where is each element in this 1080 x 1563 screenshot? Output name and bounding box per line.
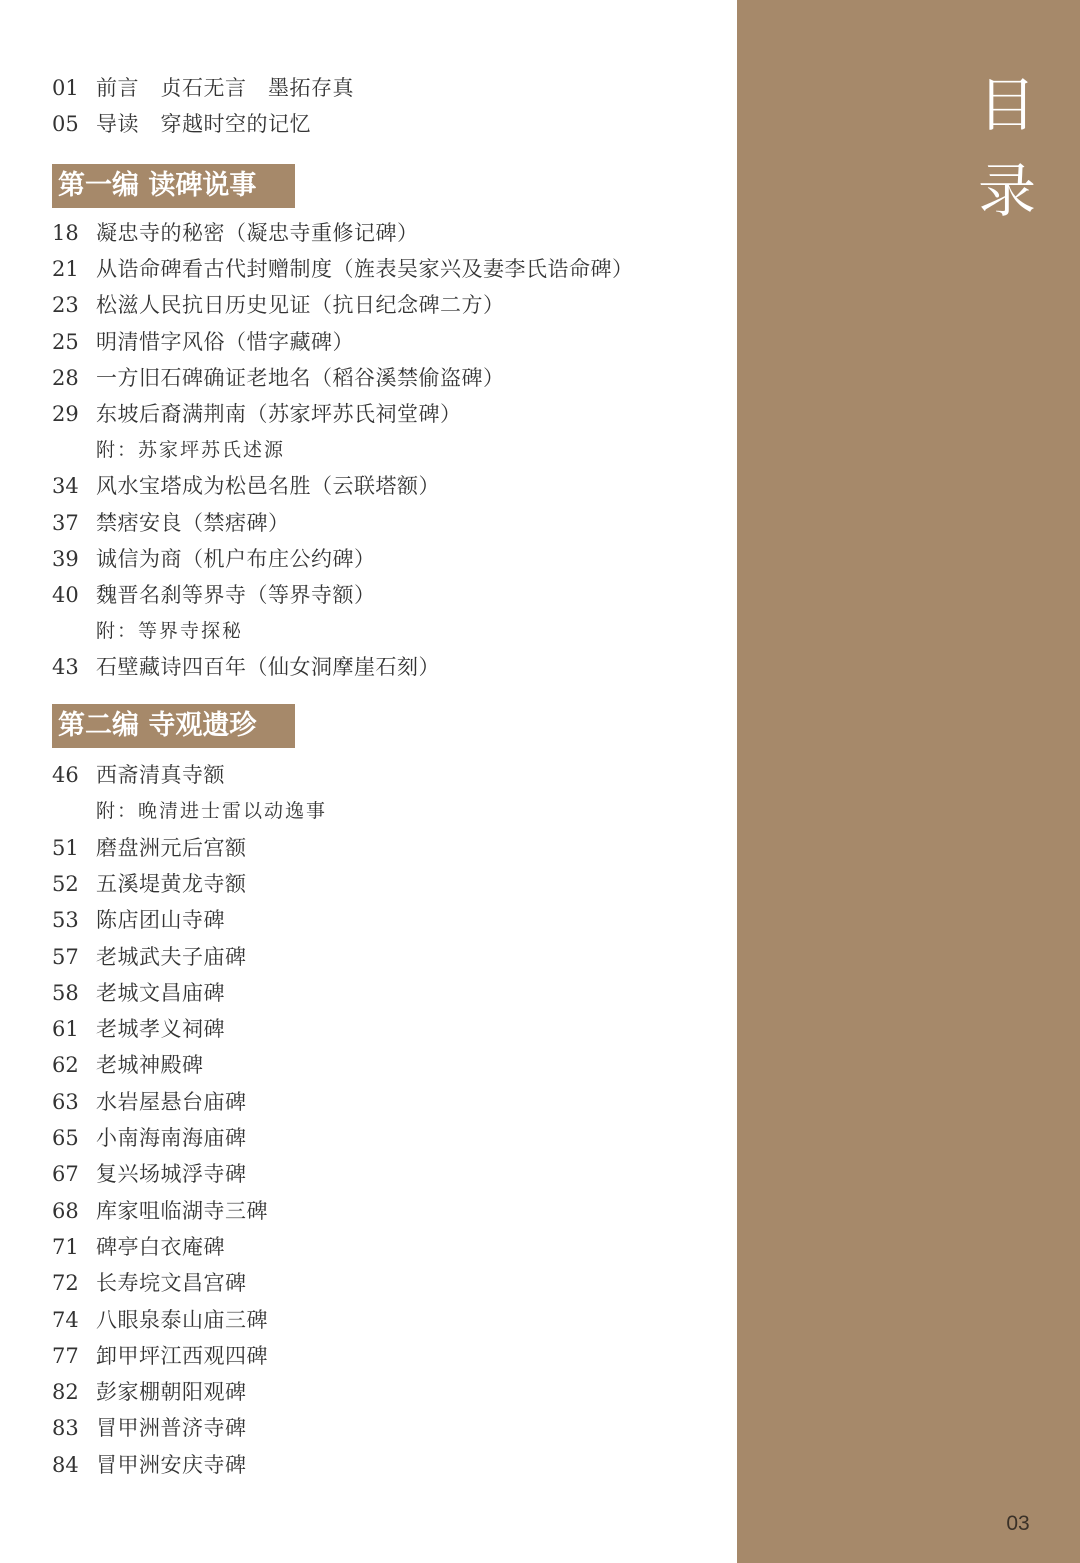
toc-entry[interactable] [52,1011,225,1047]
toc-entry[interactable] [52,577,376,613]
toc-entry-title: 石壁藏诗四百年（仙女洞摩崖石刻） [96,655,440,680]
toc-entry[interactable] [52,468,440,504]
toc-entry-title: 小南海南海庙碑 [96,1126,247,1150]
section-banner-1: 第一编 读碑说事 [52,164,295,208]
toc-page-number: 28 [52,365,79,390]
toc-entry[interactable] [52,1302,268,1338]
toc-entry[interactable] [52,830,247,866]
toc-page-number: 71 [52,1234,79,1259]
toc-entry-title: 从诰命碑看古代封赠制度（旌表吴家兴及妻李氏诰命碑） [96,257,634,282]
toc-page-number: 23 [52,293,79,318]
toc-page-number: 74 [52,1307,79,1332]
toc-entry[interactable] [52,541,376,577]
toc-page-number: 84 [52,1452,79,1477]
toc-page-number: 39 [52,546,79,571]
toc-entry-title: 一方旧石碑确证老地名（稻谷溪禁偷盗碑） [96,365,505,390]
toc-title [962,62,1052,234]
toc-entry-title: 复兴场城浮寺碑 [96,1162,247,1187]
toc-entry-title: 长寿垸文昌宫碑 [96,1271,247,1296]
toc-page-number: 01 [52,76,79,100]
toc-entry-title: 库家咀临湖寺三碑 [96,1198,268,1223]
toc-page-number: 40 [52,583,79,607]
toc-entry[interactable] [52,106,311,142]
toc-page-number: 77 [52,1343,79,1368]
toc-entry[interactable] [52,649,440,685]
toc-appendix-note[interactable]: 附：等界寺探秘 [96,620,244,643]
toc-entry-title: 凝忠寺的秘密（凝忠寺重修记碑） [96,221,419,245]
toc-page-number: 05 [52,112,79,136]
toc-entry-title: 老城孝义祠碑 [96,1017,225,1042]
toc-entry[interactable] [52,251,634,287]
toc-page-number: 29 [52,402,79,426]
toc-page-number: 18 [52,221,79,245]
toc-entry-title: 水岩屋悬台庙碑 [96,1089,247,1114]
toc-entry[interactable] [52,1229,225,1265]
toc-entry[interactable] [52,1374,247,1410]
toc-entry-title: 东坡后裔满荆南（苏家坪苏氏祠堂碑） [96,402,462,426]
toc-page-number: 72 [52,1271,79,1296]
toc-entry-title: 老城神殿碑 [96,1053,204,1078]
toc-page-number: 52 [52,871,79,896]
toc-page-number: 83 [52,1416,79,1441]
toc-entry[interactable] [52,1156,247,1192]
toc-entry[interactable] [52,360,505,396]
toc-entry-title: 冒甲洲安庆寺碑 [96,1452,247,1477]
toc-entry-title: 前言 贞石无言 墨拓存真 [96,76,354,100]
toc-page-number: 65 [52,1126,79,1150]
toc-entry-title: 五溪堤黄龙寺额 [96,871,247,896]
toc-entry-title: 西斋清真寺额 [96,763,225,787]
toc-entry-title: 魏晋名刹等界寺（等界寺额） [96,583,376,607]
toc-appendix-note[interactable]: 附：苏家坪苏氏述源 [96,439,286,462]
toc-page-number: 43 [52,655,79,680]
toc-title-char-1: 目 [977,71,1036,139]
toc-entry-title: 碑亭白衣庵碑 [96,1234,225,1259]
toc-entry[interactable] [52,70,354,106]
toc-entry-title: 冒甲洲普济寺碑 [96,1416,247,1441]
toc-entry[interactable] [52,1338,268,1374]
toc-entry[interactable] [52,1084,247,1120]
toc-page-number: 34 [52,474,79,499]
toc-page-number: 46 [52,763,79,787]
toc-entry[interactable] [52,1193,268,1229]
toc-entry[interactable] [52,1265,247,1301]
toc-entry-title: 老城武夫子庙碑 [96,944,247,969]
toc-page-number: 58 [52,980,79,1005]
toc-entry[interactable] [52,324,354,360]
toc-page-number: 63 [52,1089,79,1114]
toc-entry[interactable] [52,1410,247,1446]
toc-entry-title: 彭家棚朝阳观碑 [96,1380,247,1405]
toc-page-number: 37 [52,510,79,535]
toc-entry-title: 风水宝塔成为松邑名胜（云联塔额） [96,474,440,499]
toc-page-number: 67 [52,1162,79,1187]
toc-entry-title: 老城文昌庙碑 [96,980,225,1005]
toc-entry[interactable] [52,1120,247,1156]
toc-entry[interactable] [52,287,505,323]
toc-page-number: 61 [52,1017,79,1042]
toc-page-number: 51 [52,835,79,860]
toc-page-number: 21 [52,257,79,282]
toc-page-number: 82 [52,1380,79,1405]
toc-entry-title: 松滋人民抗日历史见证（抗日纪念碑二方） [96,293,505,318]
page-number: 03 [1006,1512,1030,1535]
toc-entry-title: 卸甲坪江西观四碑 [96,1343,268,1368]
section-banner-2: 第二编 寺观遗珍 [52,704,295,748]
toc-appendix-note[interactable]: 附：晚清进士雷以动逸事 [96,800,328,823]
toc-entry[interactable] [52,505,290,541]
toc-entry[interactable] [52,1447,247,1483]
toc-page-number: 68 [52,1198,79,1223]
toc-entry-title: 诚信为商（机户布庄公约碑） [96,546,376,571]
toc-entry[interactable] [52,215,419,251]
toc-entry-title: 陈店团山寺碑 [96,908,225,933]
toc-entry[interactable] [52,1047,204,1083]
toc-entry[interactable] [52,757,225,793]
toc-entry[interactable] [52,866,247,902]
toc-entry[interactable] [52,396,462,432]
toc-page-number: 25 [52,329,79,354]
toc-page-number: 62 [52,1053,79,1078]
toc-entry-title: 八眼泉泰山庙三碑 [96,1307,268,1332]
toc-title-char-2: 录 [977,157,1036,225]
toc-entry-title: 明清惜字风俗（惜字藏碑） [96,329,354,354]
toc-entry[interactable] [52,939,247,975]
sidebar-panel [737,0,1080,1563]
toc-page-number: 57 [52,944,79,969]
toc-entry[interactable] [52,975,225,1011]
toc-page-number: 53 [52,908,79,933]
toc-entry-title: 禁痞安良（禁痞碑） [96,510,290,535]
toc-entry-title: 导读 穿越时空的记忆 [96,112,311,136]
toc-entry[interactable] [52,902,225,938]
toc-entry-title: 磨盘洲元后宫额 [96,835,247,860]
